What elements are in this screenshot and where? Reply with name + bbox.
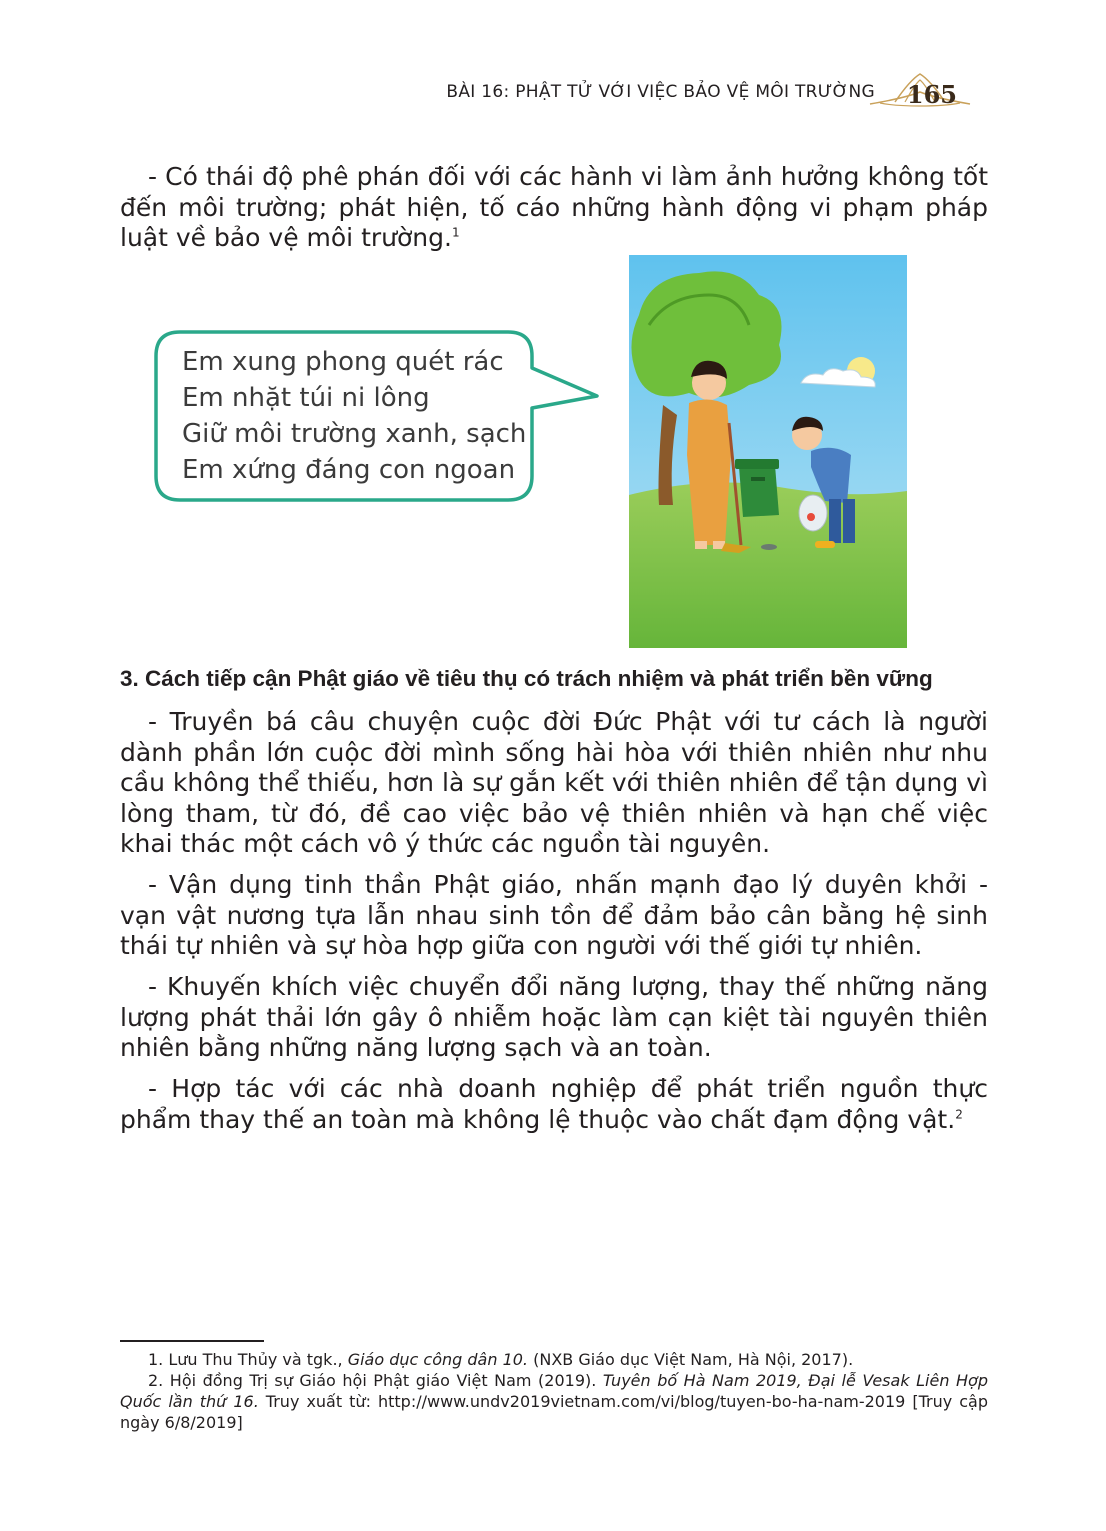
section-paragraph: - Vận dụng tinh thần Phật giáo, nhấn mạnh đạo lý duyên khởi - vạn vật nương tựa lẫn nhau sinh tồn để đảm bảo cân bằng hệ sinh thái tự nhiên và sự hòa hợp giữa con người với thế giới tự nhiên. <box>120 870 988 960</box>
bubble-line: Em nhặt túi ni lông <box>182 383 430 413</box>
footnote-ref-1: 1 <box>451 225 460 240</box>
section-paragraph: - Khuyến khích việc chuyển đổi năng lượng, thay thế những năng lượng phát thải lớn gây ô nhiễm hoặc làm cạn kiệt tài nguyên thiên nhiên bằng những năng lượng sạch và an toàn. <box>120 972 988 1062</box>
bubble-line: Em xung phong quét rác <box>182 347 504 377</box>
page-number: 165 <box>906 80 957 109</box>
intro-text: - Có thái độ phê phán đối với các hành vi làm ảnh hưởng không tốt đến môi trường; phát hiện, tố cáo những hành động vi phạm pháp luật về bảo vệ môi trường. <box>120 162 988 252</box>
section-paragraph: - Hợp tác với các nhà doanh nghiệp để phát triển nguồn thực phẩm thay thế an toàn mà không lệ thuộc vào chất đạm động vật.$^2$ <box>120 1074 988 1134</box>
section-heading: 3. Cách tiếp cận Phật giáo về tiêu thụ có trách nhiệm và phát triển bền vững <box>120 666 933 691</box>
footnote-1: 1. Lưu Thu Thủy và tgk., Giáo dục công dân 10. (NXB Giáo dục Việt Nam, Hà Nội, 2017). <box>148 1350 854 1369</box>
bubble-line: Em xứng đáng con ngoan <box>182 455 516 485</box>
chapter-title: BÀI 16: PHẬT TỬ VỚI VIỆC BẢO VỆ MÔI TRƯỜNG <box>446 82 875 102</box>
footnote-divider <box>120 1340 264 1342</box>
bubble-line: Giữ môi trường xanh, sạch <box>182 419 527 449</box>
intro-paragraph <box>120 162 988 254</box>
footnote-ref-2: 2 <box>955 1107 963 1122</box>
page-header <box>440 78 1050 118</box>
footnote-2: 2. Hội đồng Trị sự Giáo hội Phật giáo Việt Nam (2019). Tuyên bố Hà Nam 2019, Đại lễ Vesak Liên Hợp Quốc lần thứ 16. Truy xuất từ: http://www.undv2019vietnam.com/vi/blog/tuyen-bo-ha-nam-2019 [Truy cập ngày 6/8/2019] <box>120 1371 988 1432</box>
section-paragraph: - Truyền bá câu chuyện cuộc đời Đức Phật với tư cách là người dành phần lớn cuộc đời mình sống hài hòa với thiên nhiên như nhu cầu không thể thiếu, hơn là sự gắn kết với thiên nhiên để tận dụng vì lòng tham, từ đó, đề cao việc bảo vệ thiên nhiên và hạn chế việc khai thác một cách vô ý thức các nguồn tài nguyên. <box>120 707 988 858</box>
children-cleaning-illustration <box>629 255 907 648</box>
speech-bubble-text <box>182 344 526 488</box>
